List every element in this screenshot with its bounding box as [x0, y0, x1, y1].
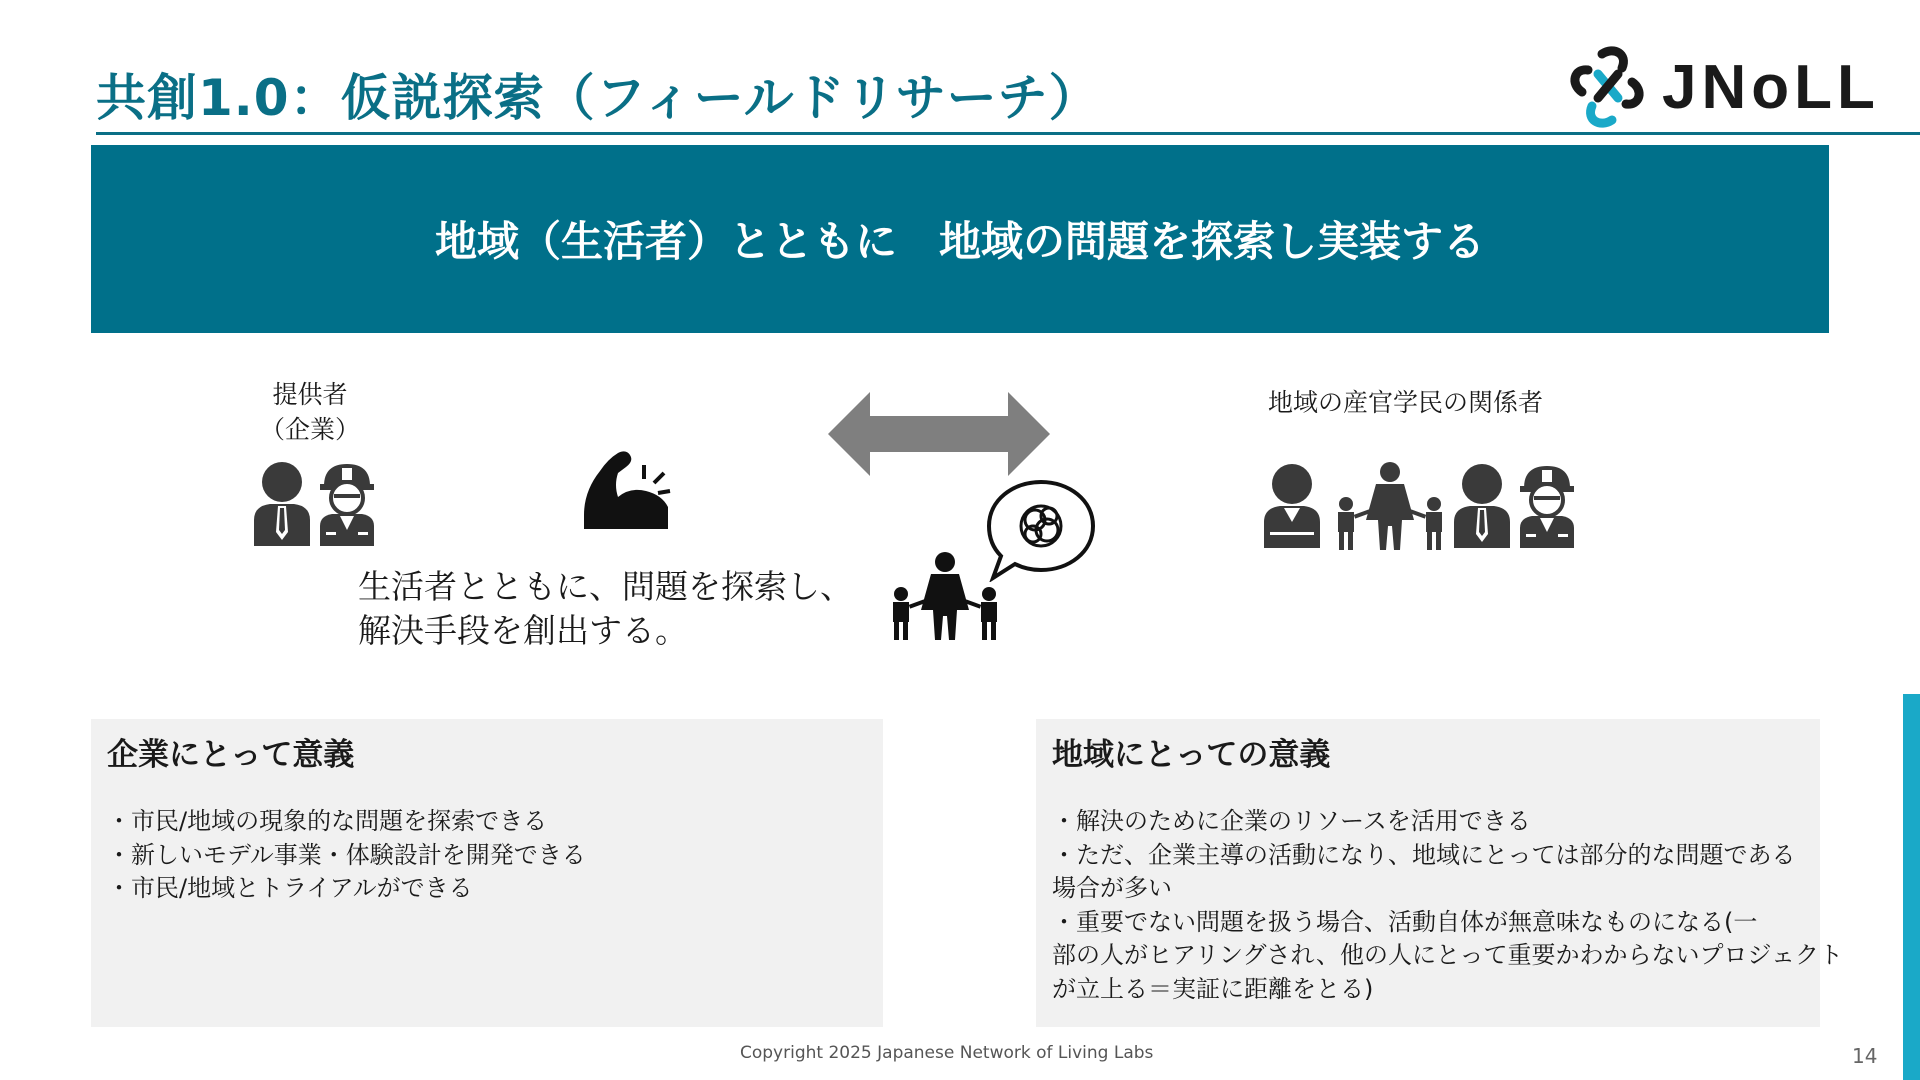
company-significance-title: 企業にとって意義 — [107, 737, 355, 773]
list-item: が立上る＝実証に距離をとる) — [1052, 974, 1374, 1003]
jnoll-logo — [1562, 44, 1912, 130]
businessman-icon — [252, 460, 316, 546]
citizen-icon — [1262, 462, 1326, 548]
headline-banner — [91, 145, 1829, 333]
copyright-footer: Copyright 2025 Japanese Network of Living Labs — [740, 1043, 1154, 1063]
description-line-1: 生活者とともに、問題を探索し、 — [358, 567, 853, 606]
region-significance-box — [1036, 719, 1844, 1027]
family-icon — [1330, 460, 1450, 552]
list-item: 部の人がヒアリングされ、他の人にとって重要かわからないプロジェクト — [1052, 941, 1844, 969]
provider-label: 提供者 （企業） — [259, 380, 360, 444]
page-title: 共創1.0：仮説探索（フィールドリサーチ） — [96, 69, 1100, 127]
side-accent-bar — [1903, 694, 1920, 1080]
process-description — [358, 565, 853, 653]
worker-icon — [1518, 462, 1576, 548]
banner-text: 地域（生活者）とともに 地域の問題を探索し実装する — [434, 217, 1485, 266]
list-item: ・重要でない問題を扱う場合、活動自体が無意味なものになる(一 — [1052, 907, 1758, 936]
company-significance-list — [107, 805, 586, 906]
chain-link-logo-icon — [1562, 44, 1652, 130]
title-divider — [96, 132, 1920, 135]
list-item: ・新しいモデル事業・体験設計を開発できる — [107, 840, 586, 869]
list-item: ・ただ、企業主導の活動になり、地域にとっては部分的な問題である — [1052, 840, 1796, 869]
list-item: 場合が多い — [1052, 874, 1172, 902]
strong-arm-icon — [578, 445, 672, 533]
company-significance-box — [91, 719, 883, 1027]
family-icon — [885, 550, 1005, 642]
region-significance-list — [1052, 805, 1843, 1006]
page-number: 14 — [1852, 1044, 1878, 1068]
stakeholders-label: 地域の産官学民の関係者 — [1268, 388, 1544, 417]
businessman-icon — [1452, 462, 1516, 548]
list-item: ・解決のために企業のリソースを活用できる — [1052, 807, 1531, 835]
list-item: ・市民/地域とトライアルができる — [107, 874, 473, 902]
double-arrow-icon — [828, 392, 1050, 476]
worker-icon — [318, 460, 376, 546]
description-line-2: 解決手段を創出する。 — [358, 611, 688, 650]
region-significance-title: 地域にとっての意義 — [1052, 737, 1331, 773]
list-item: ・市民/地域の現象的な問題を探索できる — [107, 807, 548, 835]
logo-text: JNoLL — [1662, 53, 1880, 122]
